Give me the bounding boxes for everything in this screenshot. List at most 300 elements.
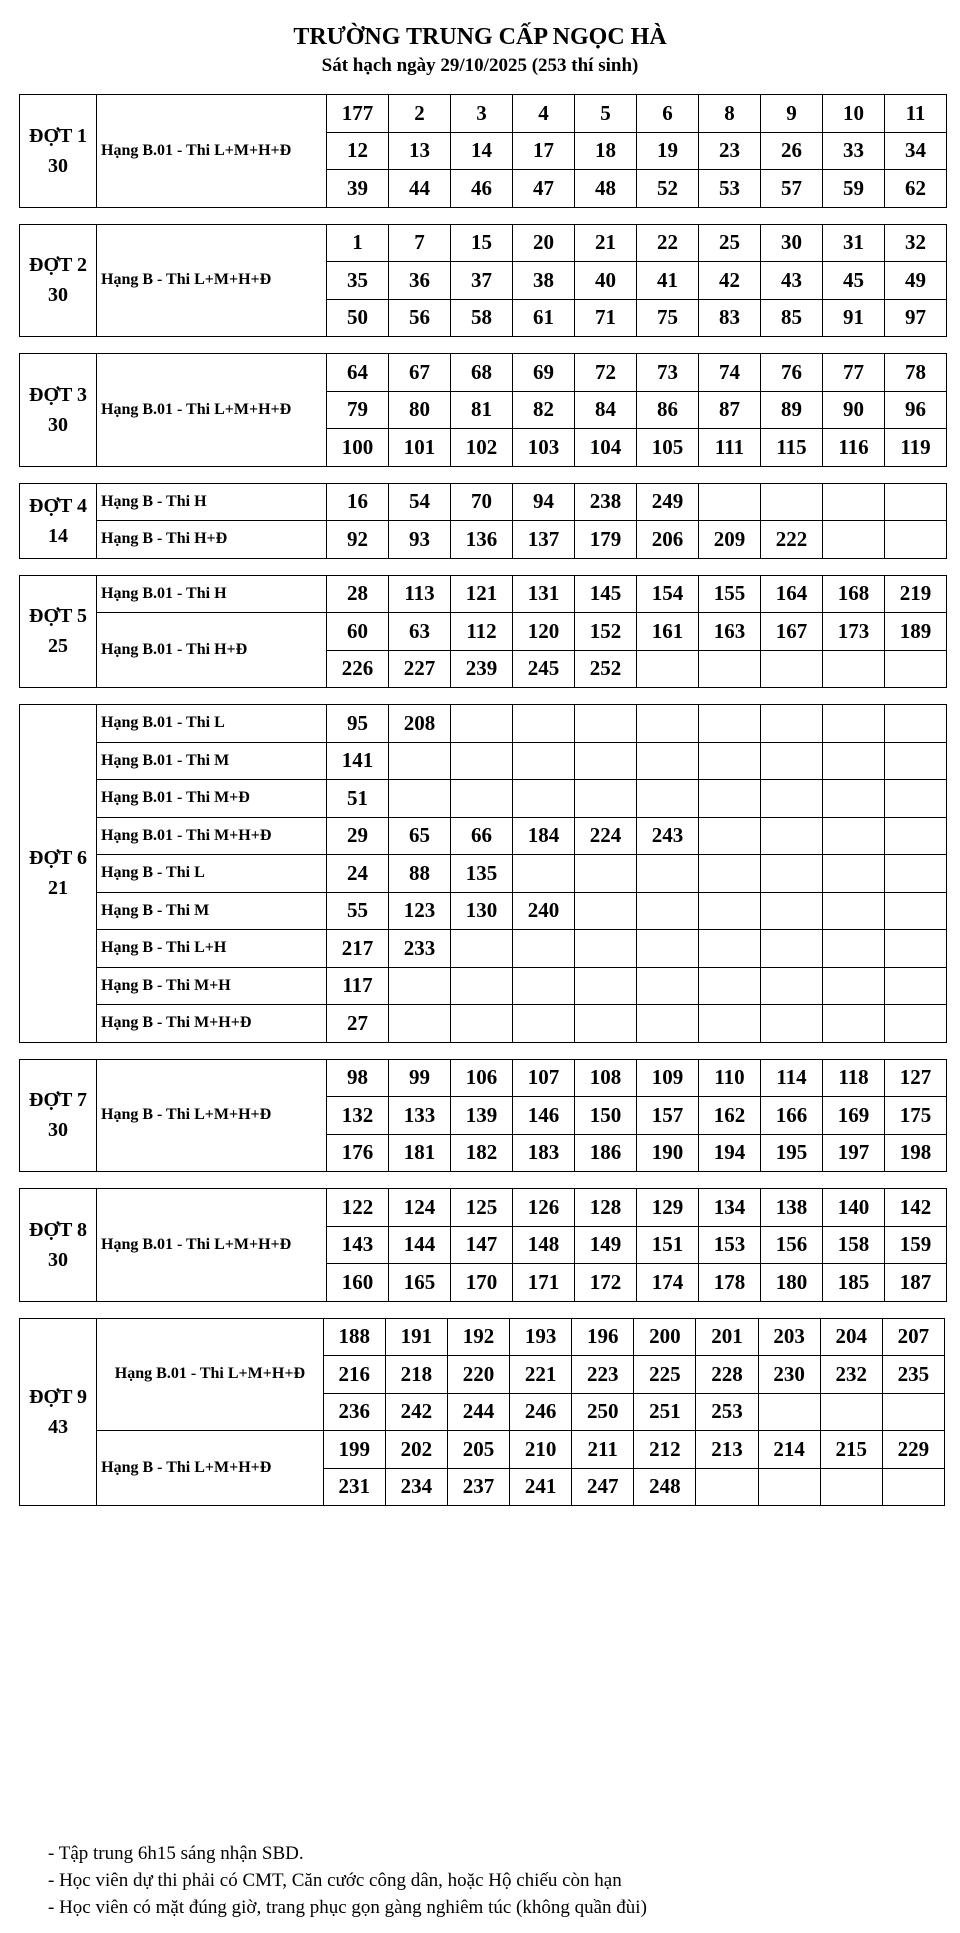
candidate-number [389,967,451,1005]
candidate-number: 64 [327,354,389,392]
candidate-number: 204 [820,1318,882,1356]
table-row [20,575,947,613]
category-label: Hạng B - Thi L+H [97,930,327,968]
candidate-number [451,930,513,968]
candidate-number: 51 [327,780,389,818]
candidate-number [885,780,947,818]
category-label: Hạng B.01 - Thi M [97,742,327,780]
candidate-number: 138 [761,1189,823,1227]
candidate-number: 28 [327,575,389,613]
batch-name: ĐỢT 6 [29,847,87,870]
note-line: - Học viên dự thi phải có CMT, Căn cước công dân, hoặc Hộ chiếu còn hạn [48,1870,622,1891]
batch-label [20,1059,97,1172]
category-label: Hạng B - Thi H+Đ [97,521,327,559]
candidate-number [699,705,761,743]
batch-table [19,483,947,559]
table-row [20,95,947,133]
candidate-number: 168 [823,575,885,613]
candidate-number: 39 [327,170,389,208]
candidate-number [637,855,699,893]
candidate-number: 103 [513,429,575,467]
candidate-number: 30 [761,224,823,262]
candidate-number: 251 [634,1393,696,1431]
candidate-number [637,892,699,930]
candidate-number: 111 [699,429,761,467]
candidate-number: 80 [389,391,451,429]
candidate-number: 156 [761,1226,823,1264]
candidate-number: 41 [637,262,699,300]
candidate-number: 136 [451,521,513,559]
candidate-number [575,742,637,780]
candidate-number: 167 [761,613,823,651]
candidate-number: 54 [389,483,451,521]
candidate-number: 150 [575,1097,637,1135]
candidate-number: 107 [513,1059,575,1097]
candidate-number: 215 [820,1431,882,1469]
batch-tables [19,94,947,1506]
candidate-number: 12 [327,132,389,170]
candidate-number: 43 [761,262,823,300]
candidate-number [885,967,947,1005]
candidate-number: 193 [510,1318,572,1356]
batch-table [19,704,947,1043]
table-row [20,224,947,262]
candidate-number: 77 [823,354,885,392]
candidate-number: 244 [447,1393,509,1431]
candidate-number: 79 [327,391,389,429]
candidate-number: 37 [451,262,513,300]
batch-name: ĐỢT 5 [29,605,87,628]
candidate-number [761,742,823,780]
page-title: TRƯỜNG TRUNG CẤP NGỌC HÀ [293,24,667,50]
candidate-number: 109 [637,1059,699,1097]
candidate-number: 182 [451,1134,513,1172]
candidate-number [575,855,637,893]
candidate-number [637,705,699,743]
candidate-number [882,1393,944,1431]
candidate-number: 89 [761,391,823,429]
candidate-number [513,742,575,780]
candidate-number: 134 [699,1189,761,1227]
candidate-number [761,930,823,968]
candidate-number: 62 [885,170,947,208]
candidate-number: 212 [634,1431,696,1469]
candidate-number: 65 [389,817,451,855]
table-row [20,521,947,559]
category-label: Hạng B - Thi L+M+H+Đ [97,1059,327,1172]
candidate-number: 104 [575,429,637,467]
candidate-number: 22 [637,224,699,262]
candidate-number: 248 [634,1468,696,1506]
candidate-number: 218 [385,1356,447,1394]
candidate-number: 8 [699,95,761,133]
candidate-number: 57 [761,170,823,208]
candidate-number: 226 [327,650,389,688]
candidate-number: 86 [637,391,699,429]
candidate-number: 133 [389,1097,451,1135]
candidate-number [575,930,637,968]
batch-table [19,1188,947,1302]
candidate-number: 47 [513,170,575,208]
candidate-number: 222 [761,521,823,559]
batch-count: 21 [48,877,68,900]
candidate-number: 32 [885,224,947,262]
candidate-number [699,855,761,893]
candidate-number: 152 [575,613,637,651]
candidate-number: 20 [513,224,575,262]
candidate-number: 196 [572,1318,634,1356]
candidate-number: 241 [510,1468,572,1506]
candidate-number [823,483,885,521]
candidate-number [758,1393,820,1431]
candidate-number: 100 [327,429,389,467]
candidate-number: 148 [513,1226,575,1264]
candidate-number: 201 [696,1318,758,1356]
candidate-number: 25 [699,224,761,262]
candidate-number [885,930,947,968]
candidate-number: 36 [389,262,451,300]
candidate-number: 236 [323,1393,385,1431]
candidate-number: 144 [389,1226,451,1264]
candidate-number: 38 [513,262,575,300]
candidate-number [513,780,575,818]
candidate-number: 93 [389,521,451,559]
candidate-number: 81 [451,391,513,429]
candidate-number: 114 [761,1059,823,1097]
candidate-number: 10 [823,95,885,133]
candidate-number [451,780,513,818]
candidate-number [513,1005,575,1043]
candidate-number: 151 [637,1226,699,1264]
candidate-number: 1 [327,224,389,262]
candidate-number: 55 [327,892,389,930]
candidate-number: 207 [882,1318,944,1356]
batch-table [19,94,947,208]
candidate-number: 250 [572,1393,634,1431]
candidate-number: 35 [327,262,389,300]
candidate-number: 17 [513,132,575,170]
candidate-number: 229 [882,1431,944,1469]
candidate-number: 211 [572,1431,634,1469]
table-row [20,705,947,743]
candidate-number [575,1005,637,1043]
candidate-number: 129 [637,1189,699,1227]
candidate-number: 232 [820,1356,882,1394]
candidate-number: 119 [885,429,947,467]
candidate-number: 214 [758,1431,820,1469]
candidate-number [823,967,885,1005]
candidate-number: 63 [389,613,451,651]
category-label: Hạng B - Thi M+H [97,967,327,1005]
batch-name: ĐỢT 3 [29,383,87,406]
candidate-number: 208 [389,705,451,743]
candidate-number: 52 [637,170,699,208]
candidate-number: 252 [575,650,637,688]
candidate-number: 92 [327,521,389,559]
candidate-number [513,930,575,968]
candidate-number: 206 [637,521,699,559]
candidate-number: 101 [389,429,451,467]
candidate-number [823,780,885,818]
table-row [20,1431,945,1469]
candidate-number: 225 [634,1356,696,1394]
table-row [20,1005,947,1043]
candidate-number: 186 [575,1134,637,1172]
candidate-number: 125 [451,1189,513,1227]
batch-label [20,95,97,208]
table-row [20,1059,947,1097]
candidate-number: 170 [451,1264,513,1302]
candidate-number: 23 [699,132,761,170]
batch-table [19,224,947,338]
candidate-number [513,967,575,1005]
candidate-number: 40 [575,262,637,300]
candidate-number: 78 [885,354,947,392]
candidate-number: 60 [327,613,389,651]
candidate-number: 246 [510,1393,572,1431]
candidate-number: 19 [637,132,699,170]
candidate-number: 166 [761,1097,823,1135]
candidate-number: 110 [699,1059,761,1097]
candidate-number: 235 [882,1356,944,1394]
candidate-number: 203 [758,1318,820,1356]
candidate-number: 127 [885,1059,947,1097]
candidate-number: 121 [451,575,513,613]
candidate-number [389,780,451,818]
candidate-number: 154 [637,575,699,613]
candidate-number: 179 [575,521,637,559]
candidate-number: 67 [389,354,451,392]
candidate-number: 112 [451,613,513,651]
candidate-number [761,817,823,855]
candidate-number: 50 [327,299,389,337]
candidate-number: 143 [327,1226,389,1264]
candidate-number [513,705,575,743]
candidate-number: 61 [513,299,575,337]
candidate-number: 102 [451,429,513,467]
candidate-number: 34 [885,132,947,170]
candidate-number: 71 [575,299,637,337]
candidate-number: 200 [634,1318,696,1356]
candidate-number: 220 [447,1356,509,1394]
candidate-number: 158 [823,1226,885,1264]
candidate-number: 161 [637,613,699,651]
candidate-number: 181 [389,1134,451,1172]
category-label: Hạng B - Thi L [97,855,327,893]
candidate-number: 21 [575,224,637,262]
category-label: Hạng B - Thi M+H+Đ [97,1005,327,1043]
table-row [20,892,947,930]
candidate-number: 165 [389,1264,451,1302]
candidate-number [823,892,885,930]
table-row [20,855,947,893]
candidate-number: 245 [513,650,575,688]
category-label: Hạng B - Thi L+M+H+Đ [97,224,327,337]
candidate-number: 197 [823,1134,885,1172]
batch-name: ĐỢT 2 [29,254,87,277]
candidate-number: 190 [637,1134,699,1172]
candidate-number: 24 [327,855,389,893]
candidate-number [637,930,699,968]
candidate-number: 29 [327,817,389,855]
candidate-number [513,855,575,893]
candidate-number: 243 [637,817,699,855]
candidate-number: 169 [823,1097,885,1135]
candidate-number: 210 [510,1431,572,1469]
candidate-number: 171 [513,1264,575,1302]
candidate-number: 249 [637,483,699,521]
batch-name: ĐỢT 7 [29,1089,87,1112]
candidate-number: 48 [575,170,637,208]
candidate-number: 117 [327,967,389,1005]
candidate-number: 242 [385,1393,447,1431]
batch-table [19,1059,947,1173]
candidate-number [637,650,699,688]
table-row [20,354,947,392]
candidate-number: 122 [327,1189,389,1227]
candidate-number: 183 [513,1134,575,1172]
candidate-number: 4 [513,95,575,133]
batch-table [19,353,947,467]
candidate-number: 96 [885,391,947,429]
candidate-number: 70 [451,483,513,521]
candidate-number: 253 [696,1393,758,1431]
candidate-number: 11 [885,95,947,133]
candidate-number: 82 [513,391,575,429]
candidate-number: 191 [385,1318,447,1356]
candidate-number: 198 [885,1134,947,1172]
candidate-number: 124 [389,1189,451,1227]
candidate-number: 188 [323,1318,385,1356]
candidate-number [699,1005,761,1043]
candidate-number: 94 [513,483,575,521]
candidate-number: 115 [761,429,823,467]
candidate-number: 74 [699,354,761,392]
candidate-number [823,705,885,743]
batch-name: ĐỢT 4 [29,494,87,517]
candidate-number: 42 [699,262,761,300]
candidate-number: 13 [389,132,451,170]
candidate-number: 205 [447,1431,509,1469]
candidate-number: 147 [451,1226,513,1264]
category-label: Hạng B.01 - Thi H+Đ [97,613,327,688]
candidate-number: 98 [327,1059,389,1097]
batch-label [20,483,97,558]
table-row [20,930,947,968]
table-row [20,967,947,1005]
batch-label [20,705,97,1043]
category-label: Hạng B - Thi L+M+H+Đ [97,1431,323,1506]
candidate-number [699,483,761,521]
note-line: - Học viên có mặt đúng giờ, trang phục gọn gàng nghiêm túc (không quần đùi) [48,1897,647,1918]
candidate-number: 95 [327,705,389,743]
candidate-number: 105 [637,429,699,467]
candidate-number: 88 [389,855,451,893]
candidate-number: 238 [575,483,637,521]
candidate-number: 27 [327,1005,389,1043]
candidate-number [451,705,513,743]
candidate-number [823,650,885,688]
candidate-number: 216 [323,1356,385,1394]
candidate-number: 9 [761,95,823,133]
candidate-number: 58 [451,299,513,337]
candidate-number: 195 [761,1134,823,1172]
candidate-number [885,855,947,893]
candidate-number: 140 [823,1189,885,1227]
candidate-number [699,892,761,930]
candidate-number: 128 [575,1189,637,1227]
candidate-number: 113 [389,575,451,613]
candidate-number: 139 [451,1097,513,1135]
candidate-number: 230 [758,1356,820,1394]
candidate-number: 75 [637,299,699,337]
candidate-number [823,742,885,780]
candidate-number: 162 [699,1097,761,1135]
candidate-number: 177 [327,95,389,133]
candidate-number [823,930,885,968]
page-subtitle: Sát hạch ngày 29/10/2025 (253 thí sinh) [321,55,639,76]
candidate-number: 68 [451,354,513,392]
candidate-number: 3 [451,95,513,133]
note-line: - Tập trung 6h15 sáng nhận SBD. [48,1843,304,1864]
candidate-number: 194 [699,1134,761,1172]
candidate-number [820,1468,882,1506]
candidate-number: 234 [385,1468,447,1506]
candidate-number [761,967,823,1005]
candidate-number: 123 [389,892,451,930]
candidate-number [758,1468,820,1506]
candidate-number [699,967,761,1005]
candidate-number: 174 [637,1264,699,1302]
candidate-number [885,521,947,559]
batch-label [20,1189,97,1302]
candidate-number: 31 [823,224,885,262]
candidate-number [885,705,947,743]
candidate-number: 5 [575,95,637,133]
candidate-number: 6 [637,95,699,133]
category-label: Hạng B.01 - Thi M+Đ [97,780,327,818]
candidate-number: 69 [513,354,575,392]
candidate-number: 213 [696,1431,758,1469]
candidate-number [761,780,823,818]
candidate-number: 199 [323,1431,385,1469]
candidate-number [823,855,885,893]
candidate-number: 185 [823,1264,885,1302]
category-label: Hạng B.01 - Thi L+M+H+Đ [97,354,327,467]
candidate-number: 219 [885,575,947,613]
candidate-number: 108 [575,1059,637,1097]
candidate-number [761,705,823,743]
candidate-number: 120 [513,613,575,651]
candidate-number [451,742,513,780]
candidate-number: 126 [513,1189,575,1227]
batch-count: 30 [48,413,68,436]
candidate-number: 157 [637,1097,699,1135]
table-row [20,742,947,780]
batch-label [20,224,97,337]
candidate-number: 180 [761,1264,823,1302]
candidate-number: 163 [699,613,761,651]
category-label: Hạng B.01 - Thi L+M+H+Đ [97,95,327,208]
candidate-number [885,1005,947,1043]
candidate-number [820,1393,882,1431]
candidate-number: 164 [761,575,823,613]
candidate-number: 85 [761,299,823,337]
batch-label [20,575,97,688]
candidate-number [699,650,761,688]
candidate-number: 76 [761,354,823,392]
candidate-number [575,892,637,930]
